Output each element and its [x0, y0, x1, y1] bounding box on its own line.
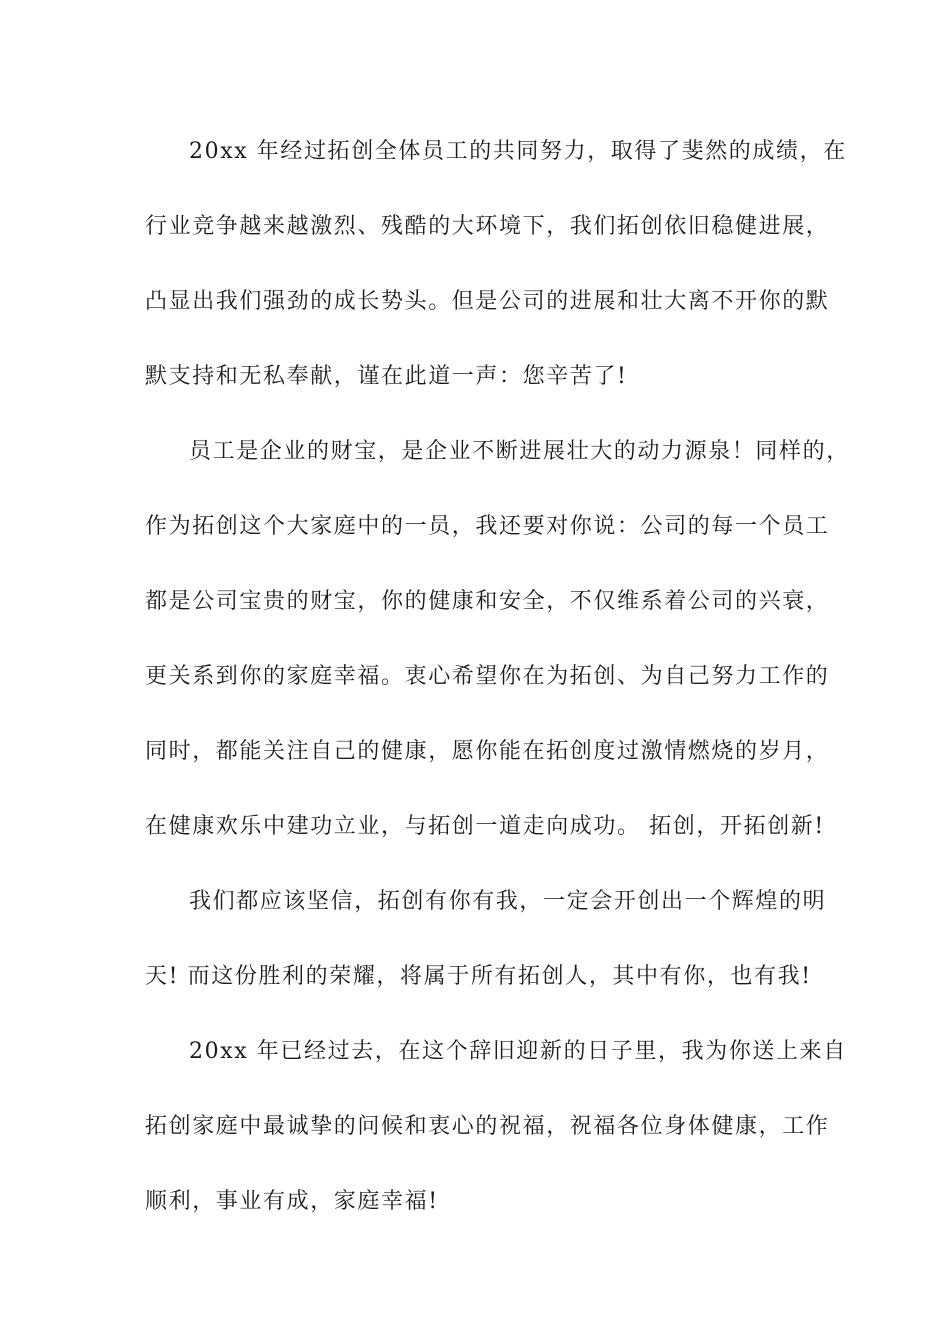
paragraph-1-line-2: 行业竞争越来越激烈、残酷的大环境下，我们拓创依旧稳健进展， [145, 214, 830, 239]
paragraph-1-line-4: 默支持和无私奉献，谨在此道一声：您辛苦了! [145, 364, 628, 389]
paragraph-4-line-2: 拓创家庭中最诚挚的问候和衷心的祝福，祝福各位身体健康，工作 [145, 1114, 830, 1139]
paragraph-3-line-2: 天! 而这份胜利的荣耀，将属于所有拓创人，其中有你，也有我! [145, 964, 812, 989]
paragraph-2-line-1: 员工是企业的财宝，是企业不断进展壮大的动力源泉！同样的， [189, 439, 850, 464]
paragraph-2-line-2: 作为拓创这个大家庭中的一员，我还要对你说：公司的每一个员工 [145, 514, 830, 539]
paragraph-2-line-5: 同时，都能关注自己的健康，愿你能在拓创度过激情燃烧的岁月， [145, 739, 830, 764]
paragraph-3-line-1: 我们都应该坚信，拓创有你有我，一定会开创出一个辉煌的明 [189, 889, 827, 914]
paragraph-2-line-3: 都是公司宝贵的财宝，你的健康和安全，不仅维系着公司的兴衰， [145, 589, 830, 614]
paragraph-2-line-6: 在健康欢乐中建功立业，与拓创一道走向成功。 拓创，开拓创新! [145, 814, 825, 839]
paragraph-4-line-1: 20xx 年已经过去，在这个辞旧迎新的日子里，我为你送上来自 [189, 1039, 847, 1064]
document-body [145, 132, 850, 1257]
paragraph-1-line-1: 20xx 年经过拓创全体员工的共同努力，取得了斐然的成绩，在 [189, 139, 847, 164]
paragraph-2-line-4: 更关系到你的家庭幸福。衷心希望你在为拓创、为自己努力工作的 [145, 664, 830, 689]
paragraph-4-line-3: 顺利，事业有成，家庭幸福! [145, 1189, 439, 1214]
paragraph-1-line-3: 凸显出我们强劲的成长势头。但是公司的进展和壮大离不开你的默 [145, 289, 830, 314]
